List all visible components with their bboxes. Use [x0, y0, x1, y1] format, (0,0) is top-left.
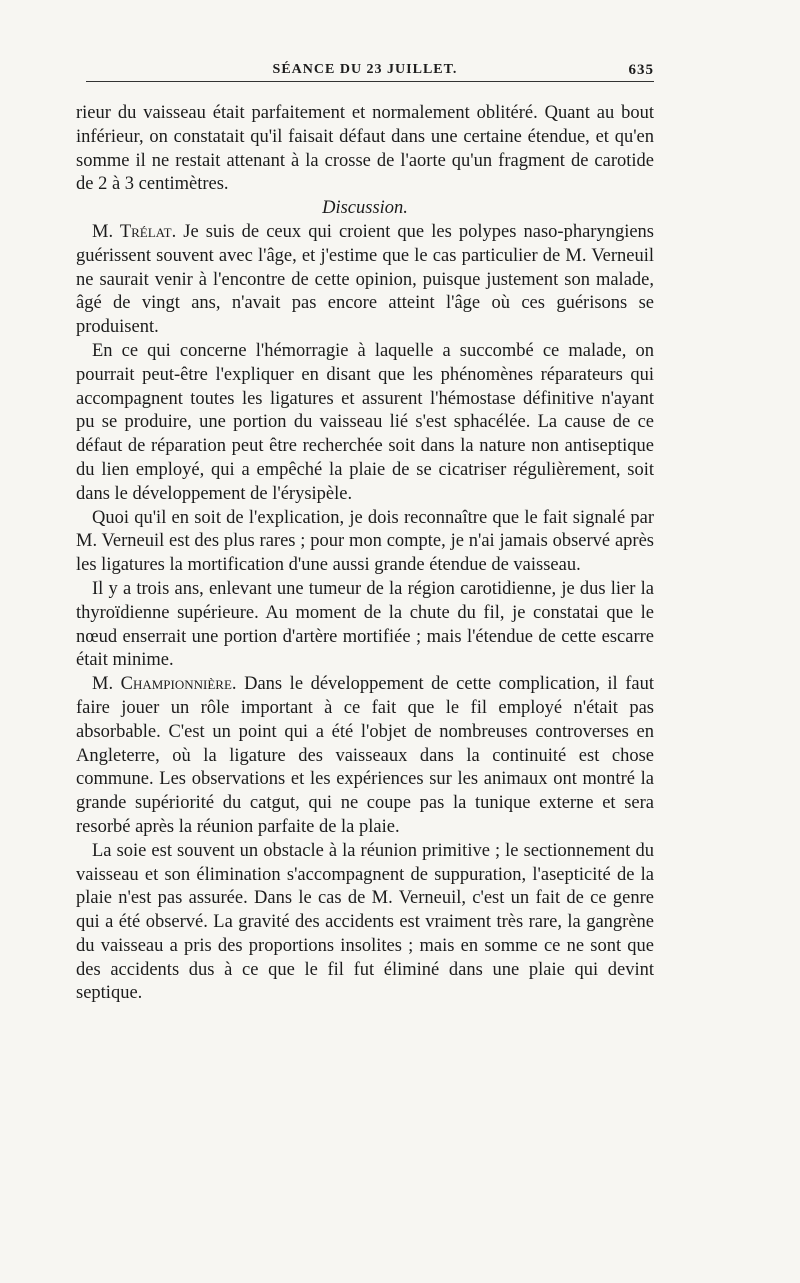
trelat-paragraph-3: Quoi qu'il en soit de l'explication, je dois reconnaître que le fait signalé par M. Verneuil est des plus rares ; pour mon compte, je n'ai jamais observé après les ligatures la mortification d'une aussi grande étendue de vaisseau.: [76, 507, 654, 576]
section-heading: Discussion.: [322, 198, 408, 219]
paragraph-text: Je suis de ceux qui croient que les polypes naso-pharyngiens guérissent souvent avec l'âge, et j'estime que le cas particulier de M. Verneuil ne saurait venir à l'encontre de cette opinion, puisque justement son malade, âgé de vingt ans, n'avait pas encore atteint l'âge où ces guérisons se produisent.: [76, 221, 654, 338]
paragraph-text: Dans le développement de cette complication, il faut faire jouer un rôle important à ce fait que le fil employé n'était pas absorbable. C'est un point qui a été l'objet de nombreuses controverses en Angleterre, où la ligature des vaisseaux dans la continuité est chose commune. Les observations et les expériences sur les animaux ont montré la grande supériorité du catgut, qui ne coupe pas la tunique externe et sera resorbé après la réunion parfaite de la plaie.: [76, 674, 655, 837]
page-number: 635: [628, 62, 654, 78]
page-header: [76, 52, 654, 82]
header-rule: [86, 81, 654, 82]
book-page: [76, 52, 654, 1006]
speaker-name: M. Championnière.: [92, 674, 237, 695]
page-body: [76, 102, 654, 1006]
trelat-paragraph-2: En ce qui concerne l'hémorragie à laquelle a succombé ce malade, on pourrait peut-être l'expliquer en disant que les phénomènes réparateurs qui accompagnent toutes les ligatures et assurent l'hémostase définitive n'ayant pu se produire, une portion du vaisseau lié s'est sphacélée. La cause de ce défaut de réparation peut être recherchée soit dans la nature non antiseptique du lien employé, qui a empêché la plaie de se cicatriser régulièrement, soit dans le développement de l'érysipèle.: [76, 340, 654, 504]
trelat-paragraph-1: [76, 221, 654, 340]
championniere-paragraph-1: [76, 673, 654, 840]
trelat-paragraph-4: Il y a trois ans, enlevant une tumeur de la région carotidienne, je dus lier la thyroïdienne supérieure. Au moment de la chute du fil, je constatai que le nœud enserrait une portion d'artère mortifiée ; mais l'étendue de cette escarre était minime.: [76, 578, 654, 671]
championniere-paragraph-2: La soie est souvent un obstacle à la réunion primitive ; le sectionnement du vaisseau et son élimination s'accompagnent de suppuration, l'asepticité de la plaie n'est pas assurée. Dans le cas de M. Verneuil, c'est un fait de ce genre qui a été observé. La gravité des accidents est vraiment très rare, la gangrène du vaisseau a pris des proportions insolites ; mais en somme ce ne sont que des accidents dus à ce que le fil fut éliminé dans une plaie qui devint septique.: [76, 840, 654, 1004]
running-title: SÉANCE DU 23 JUILLET.: [272, 62, 458, 77]
speaker-name: M. Trélat.: [92, 221, 177, 242]
continued-paragraph: rieur du vaisseau était parfaitement et normalement oblitéré. Quant au bout inférieur, on constatait qu'il faisait défaut dans une certaine étendue, et qu'en somme il ne restait attenant à la crosse de l'aorte qu'un fragment de carotide de 2 à 3 centimètres.: [76, 103, 654, 195]
